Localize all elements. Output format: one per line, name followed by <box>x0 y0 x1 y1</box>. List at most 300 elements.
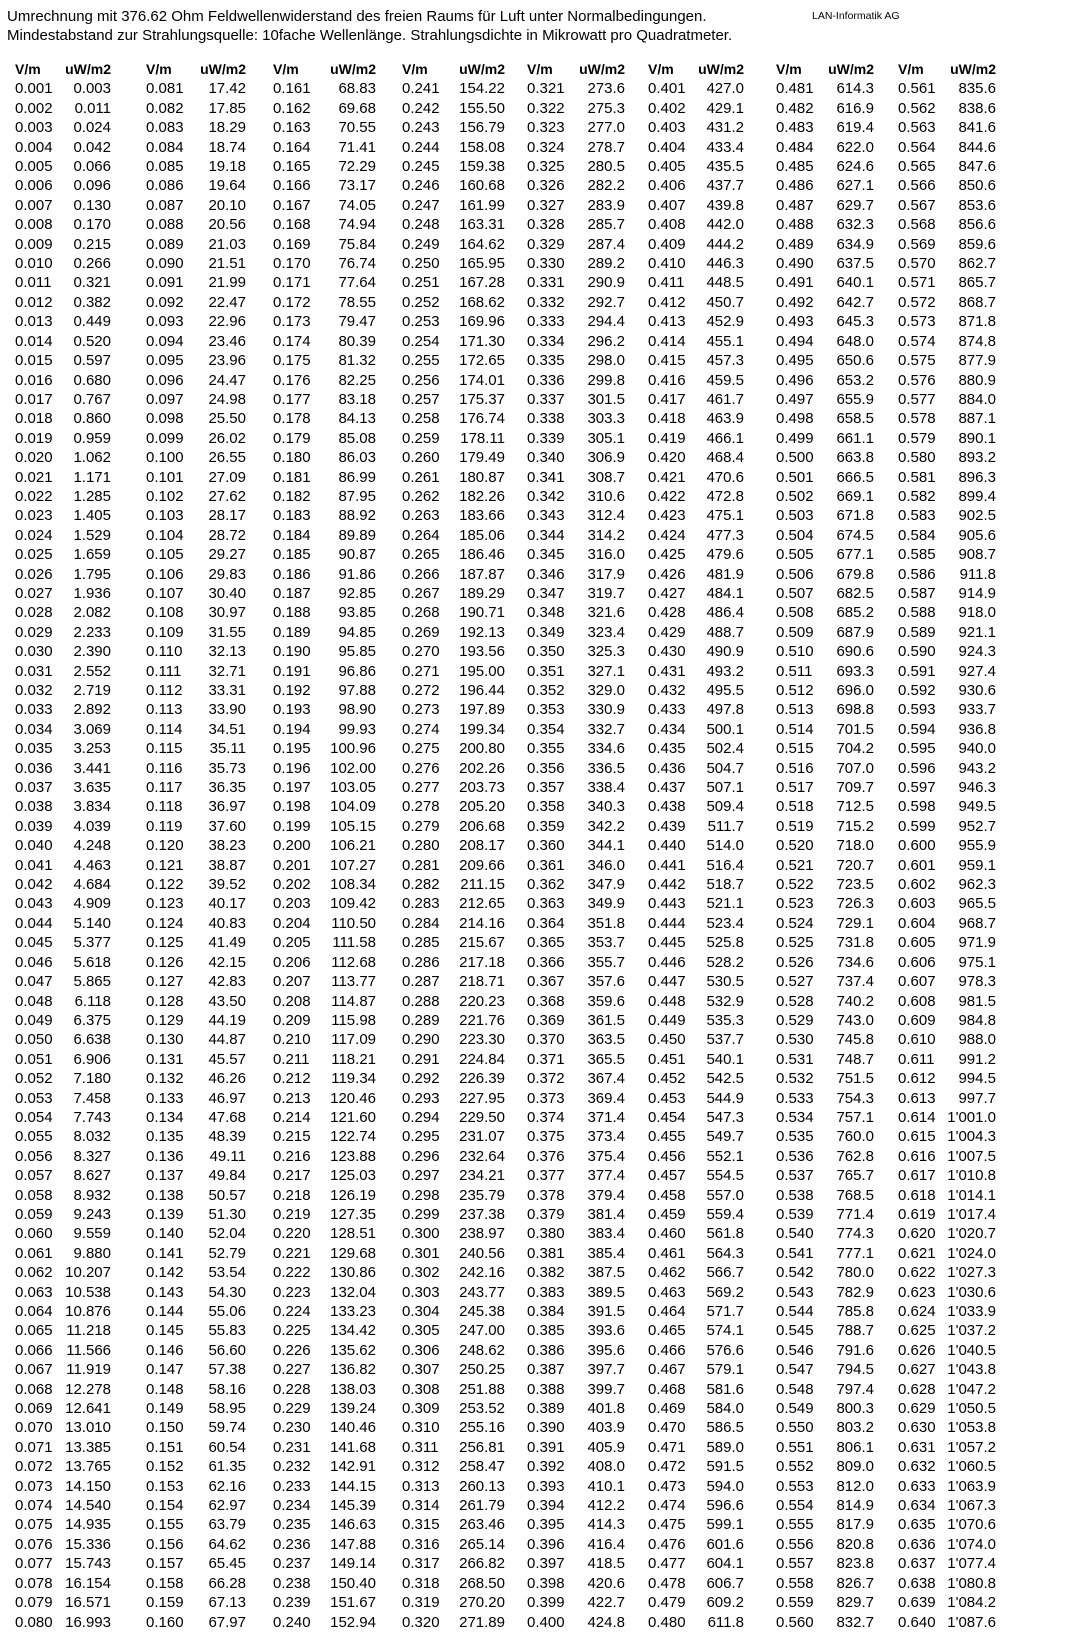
power-density-value: 127.35 <box>330 1205 376 1223</box>
power-density-value: 312.4 <box>587 507 625 525</box>
field-strength-value: 0.232 <box>273 1458 311 1476</box>
power-density-value: 5.865 <box>73 973 111 991</box>
power-density-value: 720.7 <box>836 856 874 874</box>
power-density-value: 305.1 <box>587 429 625 447</box>
field-strength-value: 0.266 <box>402 565 440 583</box>
table-row <box>898 138 996 157</box>
power-density-value: 202.26 <box>459 759 505 777</box>
field-strength-value: 0.243 <box>402 119 440 137</box>
power-density-value: 817.9 <box>836 1516 874 1534</box>
power-density-value: 648.0 <box>836 332 874 350</box>
power-density-value: 45.57 <box>208 1050 246 1068</box>
table-row <box>776 1127 874 1146</box>
field-strength-value: 0.047 <box>15 973 53 991</box>
table-row <box>273 215 376 234</box>
field-strength-value: 0.633 <box>898 1477 936 1495</box>
table-row <box>402 429 505 448</box>
power-density-value: 637.5 <box>836 255 874 273</box>
power-density-value: 88.92 <box>338 507 376 525</box>
field-strength-value: 0.109 <box>146 623 184 641</box>
table-row <box>146 429 246 448</box>
field-strength-value: 0.530 <box>776 1031 814 1049</box>
table-row <box>648 351 744 370</box>
field-strength-value: 0.510 <box>776 643 814 661</box>
table-row <box>527 1496 625 1515</box>
power-density-value: 797.4 <box>836 1380 874 1398</box>
field-strength-value: 0.357 <box>527 779 565 797</box>
table-row <box>898 1399 996 1418</box>
table-row <box>648 565 744 584</box>
power-density-value: 119.34 <box>331 1070 376 1088</box>
field-strength-value: 0.237 <box>273 1555 311 1573</box>
power-density-value: 215.67 <box>459 934 505 952</box>
field-strength-value: 0.027 <box>15 584 53 602</box>
table-row <box>15 448 111 467</box>
table-row <box>776 992 874 1011</box>
power-density-value: 20.10 <box>208 196 246 214</box>
field-strength-value: 0.606 <box>898 953 936 971</box>
field-strength-value: 0.242 <box>402 99 440 117</box>
field-strength-value: 0.121 <box>146 856 184 874</box>
table-row <box>15 1554 111 1573</box>
table-row <box>648 138 744 157</box>
table-row <box>898 797 996 816</box>
power-density-value: 355.7 <box>587 953 625 971</box>
field-strength-value: 0.490 <box>776 255 814 273</box>
power-density-value: 611.8 <box>707 1613 744 1631</box>
field-strength-value: 0.441 <box>648 856 686 874</box>
table-row <box>402 1418 505 1437</box>
table-row <box>402 273 505 292</box>
field-strength-value: 0.094 <box>146 332 184 350</box>
power-density-value: 161.99 <box>459 196 505 214</box>
table-row <box>15 409 111 428</box>
power-density-value: 336.5 <box>587 759 625 777</box>
field-strength-value: 0.217 <box>273 1167 311 1185</box>
table-row <box>776 273 874 292</box>
field-strength-value: 0.377 <box>527 1167 565 1185</box>
field-strength-value: 0.249 <box>402 235 440 253</box>
header-power-density: uW/m2 <box>65 61 111 77</box>
power-density-value: 9.559 <box>73 1225 111 1243</box>
table-row <box>15 1418 111 1437</box>
table-row <box>402 1127 505 1146</box>
field-strength-value: 0.366 <box>527 953 565 971</box>
power-density-value: 80.39 <box>338 332 376 350</box>
field-strength-value: 0.048 <box>15 992 53 1010</box>
field-strength-value: 0.355 <box>527 740 565 758</box>
power-density-value: 5.377 <box>73 934 111 952</box>
table-row <box>402 1244 505 1263</box>
power-density-value: 571.7 <box>706 1303 744 1320</box>
power-density-value: 547.3 <box>706 1108 744 1126</box>
field-strength-value: 0.124 <box>146 914 184 932</box>
power-density-value: 715.2 <box>836 817 874 835</box>
power-density-value: 369.4 <box>587 1089 625 1107</box>
table-row <box>15 856 111 875</box>
table-row <box>776 1263 874 1282</box>
power-density-value: 0.321 <box>73 274 111 292</box>
table-row <box>527 118 625 137</box>
table-row <box>402 778 505 797</box>
table-row <box>648 875 744 894</box>
power-density-value: 1'053.8 <box>947 1419 996 1437</box>
field-strength-value: 0.227 <box>273 1361 311 1379</box>
power-density-value: 809.0 <box>836 1458 874 1476</box>
field-strength-value: 0.325 <box>527 158 565 176</box>
field-strength-value: 0.420 <box>648 449 686 467</box>
field-strength-value: 0.247 <box>402 196 440 214</box>
field-strength-value: 0.466 <box>648 1341 686 1359</box>
field-strength-value: 0.305 <box>402 1322 440 1340</box>
table-row <box>527 1283 625 1302</box>
table-row <box>648 176 744 195</box>
table-row <box>273 487 376 506</box>
field-strength-value: 0.231 <box>273 1438 311 1456</box>
power-density-value: 41.49 <box>208 934 246 952</box>
power-density-value: 285.7 <box>587 216 625 234</box>
field-strength-value: 0.152 <box>146 1458 184 1476</box>
table-row <box>776 1205 874 1224</box>
power-density-value: 19.18 <box>208 158 246 176</box>
power-density-value: 452.9 <box>706 313 744 331</box>
field-strength-value: 0.360 <box>527 837 565 855</box>
table-row <box>776 1360 874 1379</box>
field-strength-value: 0.553 <box>776 1477 814 1495</box>
power-density-value: 115.98 <box>331 1011 376 1029</box>
power-density-value: 479.6 <box>706 546 744 564</box>
table-row <box>146 681 246 700</box>
field-strength-value: 0.277 <box>402 779 440 797</box>
field-strength-value: 0.570 <box>898 255 936 273</box>
table-row <box>15 1496 111 1515</box>
field-strength-value: 0.272 <box>402 682 440 699</box>
field-strength-value: 0.383 <box>527 1283 565 1301</box>
table-row <box>402 1593 505 1612</box>
table-row <box>402 953 505 972</box>
table-row <box>146 1457 246 1476</box>
field-strength-value: 0.529 <box>776 1011 814 1029</box>
field-strength-value: 0.481 <box>776 80 814 98</box>
field-strength-value: 0.622 <box>898 1264 936 1282</box>
field-strength-value: 0.341 <box>527 468 565 486</box>
field-strength-value: 0.508 <box>776 604 814 622</box>
table-row <box>402 390 505 409</box>
power-density-value: 28.17 <box>208 507 246 525</box>
field-strength-value: 0.260 <box>402 449 440 467</box>
table-row <box>273 293 376 312</box>
power-density-value: 865.7 <box>958 274 996 292</box>
field-strength-value: 0.001 <box>15 80 53 98</box>
power-density-value: 968.7 <box>958 914 996 932</box>
table-row <box>527 797 625 816</box>
table-row <box>146 1186 246 1205</box>
field-strength-value: 0.169 <box>273 235 311 253</box>
power-density-value: 154.22 <box>459 80 505 98</box>
table-row <box>273 1515 376 1534</box>
field-strength-value: 0.452 <box>648 1070 686 1088</box>
field-strength-value: 0.611 <box>898 1050 935 1068</box>
field-strength-value: 0.412 <box>648 293 686 311</box>
field-strength-value: 0.565 <box>898 158 936 176</box>
table-row <box>648 914 744 933</box>
field-strength-value: 0.185 <box>273 546 311 564</box>
power-density-value: 367.4 <box>587 1070 625 1088</box>
field-strength-value: 0.324 <box>527 138 565 156</box>
field-strength-value: 0.443 <box>648 895 686 913</box>
field-strength-value: 0.087 <box>146 196 184 214</box>
table-row <box>15 1593 111 1612</box>
power-density-value: 26.02 <box>208 429 246 447</box>
field-strength-value: 0.378 <box>527 1186 565 1204</box>
power-density-value: 579.1 <box>706 1361 744 1379</box>
table-row <box>402 332 505 351</box>
table-row <box>648 992 744 1011</box>
table-row <box>273 700 376 719</box>
table-row <box>898 429 996 448</box>
table-row <box>898 856 996 875</box>
power-density-value: 576.6 <box>706 1341 744 1359</box>
table-row <box>273 157 376 176</box>
field-strength-value: 0.273 <box>402 701 440 719</box>
power-density-value: 36.97 <box>208 798 246 816</box>
table-row <box>146 565 246 584</box>
power-density-value: 1'020.7 <box>947 1225 996 1243</box>
power-density-value: 734.6 <box>836 953 874 971</box>
field-strength-value: 0.148 <box>146 1380 184 1398</box>
power-density-value: 949.5 <box>958 798 996 816</box>
power-density-value: 3.069 <box>73 720 111 738</box>
field-strength-value: 0.031 <box>15 662 53 680</box>
field-strength-value: 0.149 <box>146 1400 184 1418</box>
power-density-value: 4.684 <box>73 876 111 894</box>
field-strength-value: 0.515 <box>776 740 814 758</box>
power-density-value: 30.97 <box>208 604 246 622</box>
power-density-value: 780.0 <box>836 1264 874 1282</box>
power-density-value: 614.3 <box>836 80 874 98</box>
field-strength-value: 0.379 <box>527 1205 565 1223</box>
table-row <box>527 1030 625 1049</box>
table-row <box>527 1438 625 1457</box>
power-density-value: 0.042 <box>73 138 111 156</box>
table-row <box>898 157 996 176</box>
power-density-value: 1'001.0 <box>947 1108 996 1126</box>
field-strength-value: 0.619 <box>898 1205 936 1223</box>
field-strength-value: 0.600 <box>898 837 936 855</box>
power-density-value: 650.6 <box>836 352 874 370</box>
power-density-value: 15.743 <box>65 1555 111 1573</box>
field-strength-value: 0.143 <box>146 1283 184 1301</box>
power-density-value: 581.6 <box>706 1380 744 1398</box>
power-density-value: 890.1 <box>958 429 996 447</box>
power-density-value: 532.9 <box>706 992 744 1010</box>
power-density-value: 1.285 <box>73 487 111 505</box>
power-density-value: 509.4 <box>706 798 744 816</box>
table-row <box>898 603 996 622</box>
power-density-value: 884.0 <box>958 390 996 408</box>
table-row <box>273 1380 376 1399</box>
power-density-value: 84.13 <box>338 410 376 428</box>
power-density-value: 190.71 <box>459 604 505 622</box>
power-density-value: 152.94 <box>330 1613 376 1631</box>
power-density-value: 283.9 <box>587 196 625 214</box>
field-strength-value: 0.607 <box>898 973 936 991</box>
field-strength-value: 0.519 <box>776 817 814 835</box>
table-row <box>527 894 625 913</box>
power-density-value: 1'084.2 <box>947 1594 996 1612</box>
power-density-value: 468.4 <box>706 449 744 467</box>
table-row <box>648 1574 744 1593</box>
power-density-value: 44.19 <box>208 1011 246 1029</box>
power-density-value: 16.993 <box>65 1613 111 1631</box>
power-density-value: 334.6 <box>587 740 625 758</box>
power-density-value: 34.51 <box>208 720 246 738</box>
power-density-value: 0.011 <box>74 99 111 117</box>
power-density-value: 111.58 <box>332 934 376 952</box>
table-row <box>146 894 246 913</box>
table-row <box>146 1030 246 1049</box>
field-strength-value: 0.267 <box>402 584 440 602</box>
table-row <box>273 196 376 215</box>
table-row <box>898 1108 996 1127</box>
power-density-value: 444.2 <box>706 235 744 253</box>
table-row <box>402 1380 505 1399</box>
power-density-value: 1'024.0 <box>947 1244 996 1262</box>
table-row <box>648 1496 744 1515</box>
field-strength-value: 0.187 <box>273 584 311 602</box>
power-density-value: 1'077.4 <box>947 1555 996 1573</box>
power-density-value: 838.6 <box>958 99 996 117</box>
field-strength-value: 0.064 <box>15 1303 53 1320</box>
power-density-value: 535.3 <box>706 1011 744 1029</box>
field-strength-value: 0.399 <box>527 1594 565 1612</box>
power-density-value: 463.9 <box>706 410 744 428</box>
power-density-value: 497.8 <box>706 701 744 719</box>
table-row <box>15 700 111 719</box>
power-density-value: 486.4 <box>706 604 744 622</box>
field-strength-value: 0.334 <box>527 332 565 350</box>
table-row <box>15 138 111 157</box>
power-density-value: 46.26 <box>208 1070 246 1088</box>
table-row <box>15 468 111 487</box>
power-density-value: 238.97 <box>459 1225 505 1243</box>
table-row <box>898 914 996 933</box>
power-density-value: 540.1 <box>706 1050 744 1068</box>
field-strength-value: 0.539 <box>776 1205 814 1223</box>
field-strength-value: 0.440 <box>648 837 686 855</box>
power-density-value: 642.7 <box>836 293 874 311</box>
field-strength-value: 0.191 <box>273 662 311 680</box>
table-row <box>527 1399 625 1418</box>
field-strength-value: 0.432 <box>648 682 686 699</box>
field-strength-value: 0.632 <box>898 1458 936 1476</box>
table-row <box>527 836 625 855</box>
field-strength-value: 0.236 <box>273 1535 311 1553</box>
power-density-value: 319.7 <box>587 584 625 602</box>
power-density-value: 653.2 <box>836 371 874 389</box>
table-row <box>273 312 376 331</box>
table-row <box>402 409 505 428</box>
power-density-value: 255.16 <box>459 1419 505 1437</box>
table-row <box>648 584 744 603</box>
power-density-value: 323.4 <box>587 623 625 641</box>
power-density-value: 271.89 <box>459 1613 505 1631</box>
field-strength-value: 0.374 <box>527 1108 565 1126</box>
table-row <box>402 1147 505 1166</box>
field-strength-value: 0.239 <box>273 1594 311 1612</box>
field-strength-value: 0.069 <box>15 1400 53 1418</box>
power-density-value: 50.57 <box>208 1186 246 1204</box>
table-row <box>776 836 874 855</box>
table-row <box>648 1205 744 1224</box>
power-density-value: 616.9 <box>836 99 874 117</box>
field-strength-value: 0.438 <box>648 798 686 816</box>
power-density-value: 155.50 <box>459 99 505 117</box>
field-strength-value: 0.162 <box>273 99 311 117</box>
table-row <box>898 1418 996 1437</box>
power-density-value: 205.20 <box>459 798 505 816</box>
table-row <box>146 875 246 894</box>
table-row <box>898 1244 996 1263</box>
field-strength-value: 0.208 <box>273 992 311 1010</box>
table-row <box>648 1263 744 1282</box>
power-density-value: 549.7 <box>706 1128 744 1146</box>
power-density-value: 1.171 <box>73 468 111 486</box>
field-strength-value: 0.323 <box>527 119 565 137</box>
power-density-value: 150.40 <box>330 1574 376 1592</box>
power-density-value: 5.140 <box>73 914 111 932</box>
power-density-value: 518.7 <box>706 876 744 894</box>
table-row <box>898 739 996 758</box>
table-row <box>648 642 744 661</box>
power-density-value: 365.5 <box>587 1050 625 1068</box>
table-row <box>527 371 625 390</box>
table-row <box>648 448 744 467</box>
power-density-value: 559.4 <box>706 1205 744 1223</box>
power-density-value: 0.170 <box>73 216 111 234</box>
field-strength-value: 0.434 <box>648 720 686 738</box>
table-row <box>146 914 246 933</box>
field-strength-value: 0.160 <box>146 1613 184 1631</box>
power-density-value: 327.1 <box>587 662 625 680</box>
field-strength-value: 0.572 <box>898 293 936 311</box>
field-strength-value: 0.567 <box>898 196 936 214</box>
table-row <box>15 681 111 700</box>
field-strength-value: 0.623 <box>898 1283 936 1301</box>
field-strength-value: 0.311 <box>402 1438 439 1456</box>
table-row <box>648 1283 744 1302</box>
power-density-value: 777.1 <box>836 1244 874 1262</box>
power-density-value: 924.3 <box>958 643 996 661</box>
power-density-value: 914.9 <box>958 584 996 602</box>
power-density-value: 22.47 <box>208 293 246 311</box>
power-density-value: 507.1 <box>706 779 744 797</box>
table-row <box>527 351 625 370</box>
power-density-value: 226.39 <box>459 1070 505 1088</box>
table-row <box>527 312 625 331</box>
power-density-value: 73.17 <box>338 177 376 195</box>
power-density-value: 594.0 <box>706 1477 744 1495</box>
table-row <box>146 468 246 487</box>
power-density-value: 49.11 <box>209 1147 246 1165</box>
power-density-value: 93.85 <box>338 604 376 622</box>
table-row <box>402 118 505 137</box>
field-strength-value: 0.428 <box>648 604 686 622</box>
power-density-value: 99.93 <box>338 720 376 738</box>
table-row <box>776 293 874 312</box>
table-row <box>776 429 874 448</box>
field-strength-value: 0.450 <box>648 1031 686 1049</box>
